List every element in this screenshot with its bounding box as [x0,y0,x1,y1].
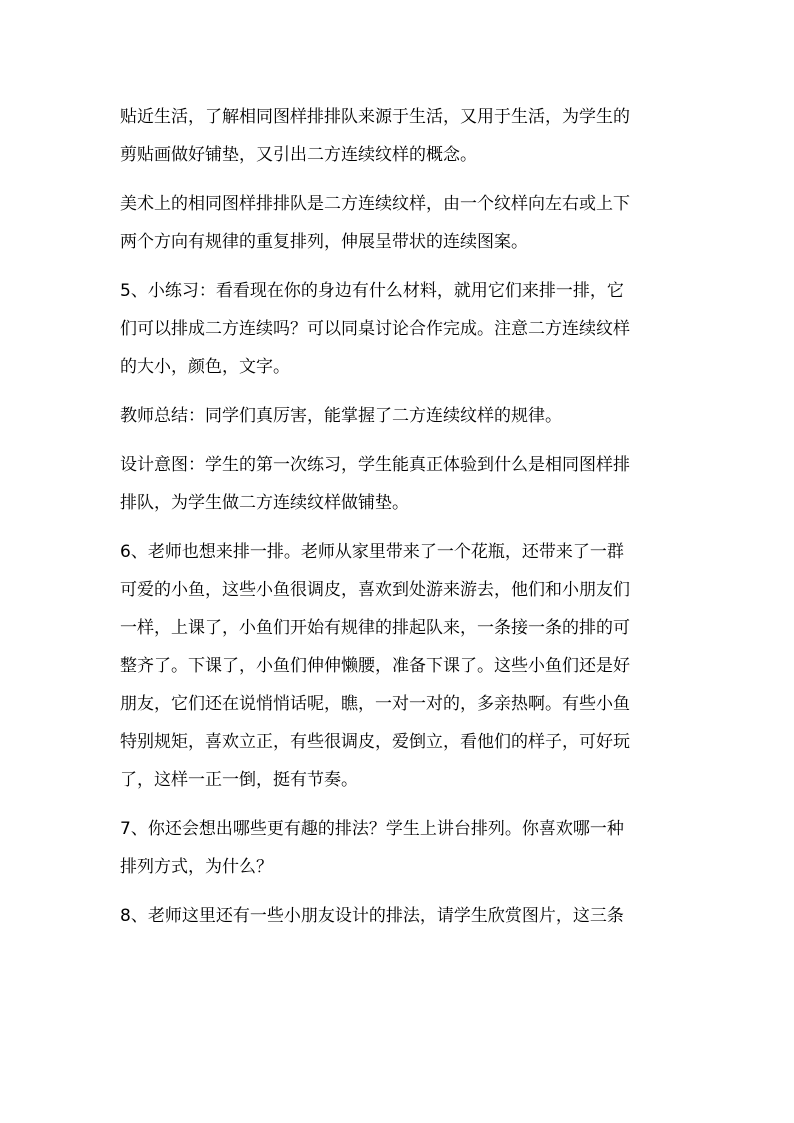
text-line: 排队，为学生做二方连续纹样做铺垫。 [120,493,409,513]
paragraph-step-7 [120,810,682,886]
text-line: 美术上的相同图样排排队是二方连续纹样，由一个纹样向左右或上下 [120,194,630,214]
text-line: 们可以排成二方连续吗？可以同桌讨论合作完成。注意二方连续纹样 [120,319,630,339]
text-line: 一样，上课了，小鱼们开始有规律的排起队来，一条接一条的排的可 [120,618,630,638]
text-line: 整齐了。下课了，小鱼们伸伸懒腰，准备下课了。这些小鱼们还是好 [120,656,630,676]
paragraph-design-intent [120,446,682,522]
document-body [120,98,682,946]
text-line: 特别规矩，喜欢立正，有些很调皮，爱倒立，看他们的样子，可好玩 [120,732,630,752]
text-line: 排列方式，为什么？ [120,857,273,877]
paragraph-intro [120,98,682,174]
text-line: 的大小，颜色，文字。 [120,357,290,377]
text-line: 设计意图：学生的第一次练习，学生能真正体验到什么是相同图样排 [120,455,630,475]
text-line: 贴近生活，了解相同图样排排队来源于生活，又用于生活，为学生的 [120,107,630,127]
paragraph-step-8 [120,897,682,935]
text-line: 了，这样一正一倒，挺有节奏。 [120,770,358,790]
text-line: 7、你还会想出哪些更有趣的排法？学生上讲台排列。你喜欢哪一种 [120,819,624,839]
text-line: 教师总结：同学们真厉害，能掌握了二方连续纹样的规律。 [120,406,562,426]
text-line: 5、小练习：看看现在你的身边有什么材料，就用它们来排一排，它 [120,281,624,301]
text-line: 剪贴画做好铺垫，又引出二方连续纹样的概念。 [120,145,477,165]
paragraph-step-6 [120,533,682,799]
paragraph-teacher-summary [120,397,682,435]
text-line: 朋友，它们还在说悄悄话呢，瞧，一对一对的，多亲热啊。有些小鱼 [120,694,630,714]
text-line: 可爱的小鱼，这些小鱼很调皮，喜欢到处游来游去，他们和小朋友们 [120,580,630,600]
text-line: 两个方向有规律的重复排列，伸展呈带状的连续图案。 [120,232,528,252]
text-line: 8、老师这里还有一些小朋友设计的排法，请学生欣赏图片，这三条 [120,906,624,926]
paragraph-step-5 [120,272,682,386]
paragraph-definition [120,185,682,261]
text-line: 6、老师也想来排一排。老师从家里带来了一个花瓶，还带来了一群 [120,542,624,562]
